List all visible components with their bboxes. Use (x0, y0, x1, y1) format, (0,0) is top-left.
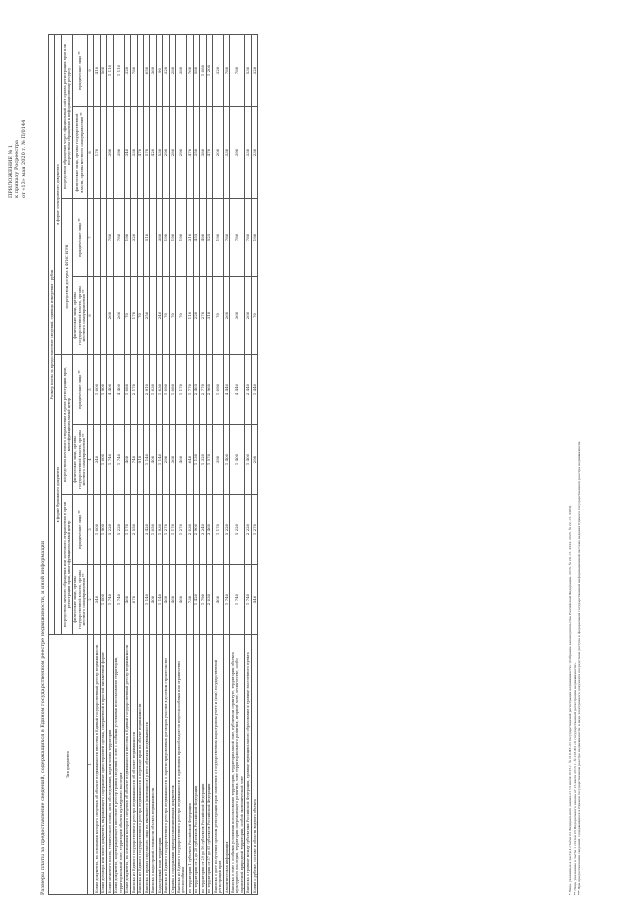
fee-cell: 1 270 (251, 495, 257, 565)
row-label: Выписка из Единого государственного реестра недвижимости об объекте недвижимости (131, 635, 137, 895)
fee-cell: 260 (223, 277, 229, 355)
row-label: по территории от 2 до 28 субъектов Российской Федерации (193, 635, 199, 895)
fee-cell: 460 (176, 425, 187, 495)
fee-cell: 780 (107, 199, 113, 277)
fee-cell: 70 (176, 277, 187, 355)
fee-cell: 240 (156, 277, 162, 355)
fee-cell: 1 740 (245, 565, 251, 635)
column-number: 7 (87, 199, 93, 277)
row-label: Кадастровый план территории (156, 635, 162, 895)
fee-cell: 320 (124, 35, 130, 107)
fee-cell: 1 770 (187, 355, 193, 425)
row-label: Выписка из Единого государственного реестра недвижимости о признании правообладателя недееспособным или ограниченно дееспособным (176, 635, 187, 895)
fee-cell: 260 (107, 277, 113, 355)
fee-cell: 1 000 (100, 425, 106, 495)
row-label: Выписка о дате получения органом регистрации прав заявления о государственном кадастровом учете и (или) государственной регистрации прав (213, 635, 224, 895)
fee-cell: 1 900 (100, 355, 106, 425)
table-row (251, 35, 257, 895)
fee-cell: 2 220 (245, 495, 251, 565)
fee-cell: 530 (245, 35, 251, 107)
row-label: Выписка о правах отдельного лица на имевшиеся (имеющиеся) у него объекты недвижимости (144, 635, 150, 895)
fee-cell: 470 (137, 107, 143, 199)
fee-cell: 1 270 (176, 495, 187, 565)
paper-group-header: в форме бумажного документа (55, 355, 61, 635)
sub-header-natural: физические лица, органы государственной власти, органы местного самоуправления ** (72, 277, 87, 355)
fee-cell: 420 (150, 107, 156, 199)
fee-cell: 390 (113, 107, 124, 199)
fee-cell: 440 (251, 565, 257, 635)
row-label: Копия межевого плана, технического плана, акта обследования, карты-плана территории (107, 635, 113, 895)
fee-cell: 780 (223, 35, 229, 107)
fee-cell: 190 (124, 199, 130, 277)
fee-cell: 1 110 (107, 35, 113, 107)
column-number: 1 (87, 635, 93, 895)
fee-cell: 780 (230, 199, 245, 277)
fee-cell: 640 (187, 425, 193, 495)
fee-cell: 190 (213, 199, 224, 277)
appendix-block (8, 8, 27, 198)
fee-cell: 460 (124, 565, 130, 635)
fee-cell: 1 740 (230, 565, 245, 635)
fee-cell: 1 930 (156, 495, 162, 565)
table-caption: Размеры платы за предоставление сведений, содержащихся в Едином государственном реестре недвижимости, и иной информации (40, 540, 46, 895)
fee-cell: 170 (131, 277, 137, 355)
fee-cell: 1 140 (156, 565, 162, 635)
table-row (176, 35, 187, 895)
fee-cell: 290 (163, 107, 169, 199)
fee-cell: 230 (251, 107, 257, 199)
fee-cell: 2 465 (193, 355, 199, 425)
fee-cell: 530 (156, 107, 162, 199)
fee-cell: 2 900 (193, 495, 199, 565)
fee-cell: 1 270 (163, 495, 169, 565)
fee-cell: 190 (176, 199, 187, 277)
fee-cell: 1 140 (156, 425, 162, 495)
fee-cell: 2 030 (206, 565, 212, 635)
sub-header-natural: физические лица, органы государственной власти, органы местного самоуправления ** (72, 425, 87, 495)
fee-cell: 330 (223, 107, 229, 199)
fee-cell: 390 (107, 107, 113, 199)
fee-cell: 740 (131, 425, 137, 495)
fee-cell: 2 770 (200, 355, 206, 425)
fee-cell: 5 220 (230, 495, 245, 565)
footnote: *** При предоставлении сведений, содержащихся в Едином государственном реестре недвижимости, в виде электронного документа посредством доступа к федеральной государственной информационной системе ведения Единого государственного реестра недвижимости. (577, 440, 582, 895)
row-label: Копия документа, подтверждающего внесение в реестр границ сведений о зоне с особыми условиями использования территории, территориальной зоне, территории объекта культурного наследия (113, 635, 124, 895)
fee-cell: 525 (206, 199, 212, 277)
fee-cell: 320 (131, 199, 137, 277)
fee-cell: 260 (113, 277, 124, 355)
row-label: по территории 1 субъекта Российской Федерации (187, 635, 193, 895)
column-number: 6 (87, 277, 93, 355)
fee-cell: 390 (230, 107, 245, 199)
fee-cell: 310 (206, 277, 212, 355)
fee-cell: 1 740 (113, 425, 124, 495)
fee-cell: 1 030 (150, 355, 156, 425)
fee-cell: 1 570 (206, 425, 212, 495)
fee-cell: 400 (150, 565, 156, 635)
fee-cell: 380 (200, 107, 206, 199)
fee-cell: 1 090 (213, 355, 224, 425)
row-label: Копия документа, на основании которого сведения об объекте недвижимости внесены в Единый государственный реестр недвижимости (94, 635, 100, 895)
fee-cell: 780 (131, 35, 137, 107)
fee-cell: 910 (137, 425, 143, 495)
fee-cell: 1 000 (94, 495, 100, 565)
fee-cell: 730 (187, 565, 193, 635)
fee-cell: 3 240 (200, 495, 206, 565)
fee-cell: 330 (131, 107, 137, 199)
fee-cell: 1 110 (113, 35, 124, 107)
fee-cell: 220 (193, 277, 199, 355)
fee-cell: 650 (144, 35, 150, 107)
fee-cell: 1 140 (144, 425, 150, 495)
appendix-line-1: ПРИЛОЖЕНИЕ № 1 (8, 144, 14, 198)
fee-cell: 340 (94, 425, 100, 495)
fee-cell: 1 090 (163, 355, 169, 425)
fee-cell: 490 (200, 199, 206, 277)
appendix-line-2: к приказу Росреестра (14, 140, 21, 198)
fee-cell: 1 050 (150, 495, 156, 565)
fee-cell: 1 400 (230, 425, 245, 495)
row-label: Аналитическая информация (223, 635, 229, 895)
column-number: 3 (87, 495, 93, 565)
fee-cell: 1 000 (94, 355, 100, 425)
fee-cell: 1 630 (156, 355, 162, 425)
fee-cell: 320 (163, 35, 169, 107)
row-label: по территории от 29 до 56 субъектов Российской Федерации (200, 635, 206, 895)
fee-cell: 3 420 (144, 495, 150, 565)
paper-request-header-b: посредством почтового отправления в орган регистрации прав, многофункциональный центр (61, 355, 72, 495)
fee-cell: 4 400 (113, 355, 124, 425)
fee-cell: 1 170 (213, 495, 224, 565)
fee-cell: 2 960 (206, 355, 212, 425)
fee-cell: 400 (150, 425, 156, 495)
table-row (230, 35, 245, 895)
fee-cell: 1 740 (107, 425, 113, 495)
fee-cell: 260 (245, 277, 251, 355)
fee-cell: 70 (163, 277, 169, 355)
fee-cell: 70 (251, 277, 257, 355)
row-label: Выписка о зоне с особыми условиями использования территории, территориальной зоне, публичном сервитуте, территории объекта культурного наследия, территории опережающего развития, зоне территориального развития, игорной зоне, лесничестве, особо охраняемой природной территории, особой экономической зоне (230, 635, 245, 895)
column-number: 2 (87, 565, 93, 635)
fee-cell: 390 (213, 425, 224, 495)
row-label: по территории от 57 до 85 субъектов Российской Федерации (206, 635, 212, 895)
paper-request-header-a: посредством личного обращения или почтового отправления в орган регистрации прав, многофункциональный центр (61, 495, 72, 635)
fee-cell: 780 (223, 199, 229, 277)
fee-cell: 780 (113, 199, 124, 277)
column-number: 8 (87, 107, 93, 199)
fee-cell: 200 (213, 107, 224, 199)
fee-cell: 280 (169, 107, 175, 199)
footnote: ** Лица, указанные в части 1 статьи 63 Федерального закона от 13 июля 2015 г. № 218-ФЗ «О государственной регистрации недвижимости». (572, 661, 577, 895)
fee-cell: 360 (230, 277, 245, 355)
table-row (113, 35, 124, 895)
table-row (213, 35, 224, 895)
row-label: Выписка из Единого государственного реестра недвижимости о зарегистрированных договорах участия в долевом строительстве (163, 635, 169, 895)
fee-cell: 1 440 (251, 355, 257, 425)
fee-cell: 320 (251, 35, 257, 107)
fee-cell: 1 790 (200, 565, 206, 635)
fee-cell: 2 170 (131, 355, 137, 425)
fee-cell: 1 080 (169, 355, 175, 425)
fee-cell: 870 (131, 565, 137, 635)
fee-cell: 290 (163, 425, 169, 495)
electronic-portal-header: посредством обращения через официальный сайт органа регистрации прав или посредством обращения к информационному ресурсу (61, 35, 72, 199)
fee-cell: 1 170 (176, 355, 187, 425)
table-body (94, 35, 258, 895)
sub-header-legal: юридические лица ** (72, 35, 87, 107)
fee-cell: 190 (169, 199, 175, 277)
fee-cell: 1 200 (206, 35, 212, 107)
row-label: Копия документа, на основании которого сведения об объекте недвижимости внесены в Единый государственный реестр недвижимости (124, 635, 130, 895)
fee-cell: 570 (144, 107, 150, 199)
fee-cell: 70 (124, 277, 130, 355)
fee-cell: 470 (206, 107, 212, 199)
footnote: * Лица, указанные в части 4 статьи 62 Федерального закона от 13 июля 2015 г. № 218-ФЗ «О государственной регистрации недвижимости» (Собрание законодательства Российской Федерации, 2015, № 29, ст. 4344; 2020, № 22, ст. 3383). (568, 504, 572, 895)
fee-cell: 290 (176, 107, 187, 199)
type-header: Тип документа (49, 635, 88, 895)
fee-cell: 1 320 (200, 425, 206, 495)
row-label: Выписка из Единого государственного реестра недвижимости о переходе прав на объект недвижимости (137, 635, 143, 895)
fee-cell: 310 (187, 199, 193, 277)
fee-cell: 90 (156, 35, 162, 107)
fee-cell: 170 (94, 107, 100, 199)
sub-header-legal: юридические лица ** (72, 495, 87, 565)
sub-header-legal: юридические лица ** (72, 355, 87, 425)
fee-cell: 1 000 (100, 565, 106, 635)
footnotes (568, 35, 582, 895)
fee-cell: 340 (124, 107, 130, 199)
fee-cell: 280 (169, 35, 175, 107)
fee-cell: 5 220 (113, 495, 124, 565)
fee-cell: 780 (230, 35, 245, 107)
column-number: 9 (87, 35, 93, 107)
fee-cell: 460 (163, 565, 169, 635)
row-label: Выписка о кадастровой стоимости объекта недвижимости (150, 635, 156, 895)
sub-header-natural: физические лица, органы государственной власти, органы местного самоуправления ** (72, 107, 87, 199)
fee-cell: 455 (193, 199, 199, 277)
fee-cell: 2 910 (144, 355, 150, 425)
row-label: Справка о содержании правоустанавливающих документов (169, 635, 175, 895)
fee-cell: 460 (124, 425, 130, 495)
fee-cell: 4 400 (107, 355, 113, 425)
fee-cell: 1 740 (223, 565, 229, 635)
appendix-line-3: от «13» мая 2020 г. № П/0144 (20, 119, 27, 198)
fee-cell: 1 420 (193, 565, 199, 635)
fee-cell: 1 400 (245, 425, 251, 495)
sub-header-legal: юридические лица ** (72, 199, 87, 277)
rotated-sheet (0, 3, 640, 903)
fee-cell: 4 440 (230, 355, 245, 425)
fee-cell: 1 130 (193, 425, 199, 495)
column-number: 4 (87, 425, 93, 495)
fee-cell: 360 (150, 35, 156, 107)
sub-header-natural: физические лица, органы государственной власти, органы местного самоуправления ** (72, 565, 87, 635)
fee-cell: 5 220 (107, 495, 113, 565)
fee-cell: 1 140 (144, 565, 150, 635)
fee-cell: 290 (251, 425, 257, 495)
fee-cell: 320 (213, 35, 224, 107)
fee-cell: 270 (200, 277, 206, 355)
electronic-group-header: в форме электронного документа (55, 35, 61, 355)
fee-cell: 250 (144, 277, 150, 355)
fee-cell: 3 460 (206, 495, 212, 565)
fee-cell: 780 (245, 199, 251, 277)
fee-cell: 350 (193, 107, 199, 199)
fee-cell: 190 (163, 199, 169, 277)
fee-cell: 510 (144, 199, 150, 277)
fee-cell: 4 440 (223, 355, 229, 425)
fee-cell: 1 170 (169, 495, 175, 565)
fee-cell: 5 220 (223, 495, 229, 565)
fee-cell: 1 400 (223, 425, 229, 495)
fee-cell: 380 (156, 199, 162, 277)
fee-cell: 410 (94, 35, 100, 107)
row-label: Копия о рубеже, составе и области водного объекта (251, 635, 257, 895)
fee-cell: 2 440 (245, 355, 251, 425)
fee-table (48, 34, 258, 895)
fee-cell: 580 (193, 35, 199, 107)
fee-cell: 560 (100, 35, 106, 107)
fee-cell: 1 900 (100, 495, 106, 565)
fee-cell: 1 080 (200, 35, 206, 107)
fee-cell: 1 080 (124, 355, 130, 425)
fee-cell: 760 (187, 35, 193, 107)
fee-cell: 1 170 (124, 495, 130, 565)
row-label: Выписка о границе между субъектами Российской Федерации, границе муниципального образования и границе населенного пункта (245, 635, 251, 895)
fee-cell: 1 740 (107, 565, 113, 635)
fee-cell: 2 550 (131, 495, 137, 565)
column-number: 5 (87, 355, 93, 425)
electronic-ftp-header: посредством доступа к ФГИС ЕГРН (61, 199, 72, 355)
size-group-header: Размер платы за предоставление сведений, единица измерения - рубли (49, 35, 55, 635)
fee-cell: 190 (251, 199, 257, 277)
fee-cell: 460 (176, 565, 187, 635)
fee-cell: 400 (213, 565, 224, 635)
fee-cell: 330 (245, 107, 251, 199)
fee-cell: 460 (169, 565, 175, 635)
fee-cell: 2 030 (187, 495, 193, 565)
fee-cell: 470 (187, 107, 193, 199)
row-label: Копия договора или иного документа, выражающего содержание односторонней сделки, совершенной в простой письменной форме (100, 635, 106, 895)
fee-cell: 70 (169, 277, 175, 355)
fee-cell: 380 (176, 35, 187, 107)
fee-cell: 360 (169, 425, 175, 495)
fee-cell: 110 (187, 277, 193, 355)
fee-cell: 70 (213, 277, 224, 355)
fee-cell: 340 (94, 565, 100, 635)
fee-cell: 1 740 (113, 565, 124, 635)
fee-cell: 70 (137, 277, 143, 355)
